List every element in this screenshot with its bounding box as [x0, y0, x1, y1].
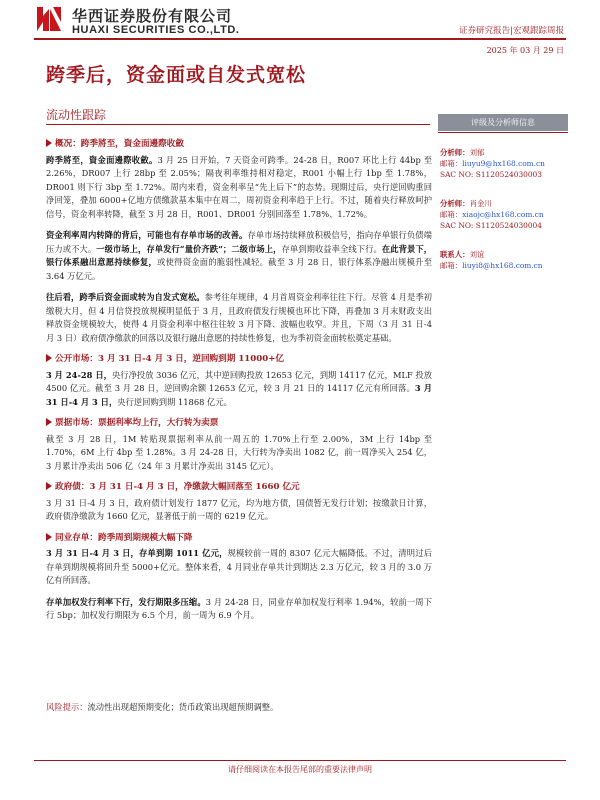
subtitle-divider	[46, 124, 430, 125]
analyst-card: 分析师：刘郁 邮箱：liuyu9@hx168.com.cn SAC NO: S1120524030003	[440, 148, 545, 179]
triangle-bullet-icon	[46, 482, 52, 490]
triangle-bullet-icon	[46, 139, 52, 147]
company-logo	[34, 4, 264, 40]
report-title: 跨季后，资金面或自发式宽松	[46, 64, 307, 86]
huaxi-logo-icon	[34, 4, 64, 34]
triangle-bullet-icon	[46, 354, 52, 362]
contact-email-link[interactable]: liuyi8@hx168.com.cn	[462, 261, 543, 270]
open-market-paragraph: 3 月 24-28 日，央行净投放 3036 亿元，其中逆回购投放 12653 亿元，到期 14117 亿元，MLF 投放 4500 亿元。截至 3 月 28 日，逆回购余额 12653 亿元，较 3 月 21 日的 14117 亿元有所回落。3 月 31 日-4 月 3 日，央行逆回购到期 11868 亿元。	[46, 369, 432, 407]
gov-bond-paragraph: 3 月 31 日-4 月 3 日，政府债计划发行 1877 亿元，均为地方债，国债暂无发行计划；按缴款日计算，政府债净缴款为 1660 亿元，显著低于前一周的 6219 亿元。	[46, 497, 432, 521]
triangle-bullet-icon	[46, 418, 52, 426]
footer-divider	[34, 760, 566, 761]
sidebar-header: 评级及分析师信息	[438, 114, 568, 131]
bill-paragraph: 截至 3 月 28 日，1M 转贴现票据利率从前一周五的 1.70%上行至 2.00%，3M 上行 14bp 至 1.70%，6M 上行 4bp 至 1.28%。3 月 24-28 日，大行转为净卖出 1082 亿，前一周净买入 254 亿，3 月累计净卖出 506 亿（24 年 3 月累计净卖出 3145 亿元）。	[46, 433, 432, 471]
report-type: 证券研究报告|宏观跟踪周报	[459, 26, 564, 36]
ncd-paragraph-1: 3 月 31 日-4 月 3 日，存单到期 1011 亿元，规模较前一周的 8307 亿元大幅降低。不过，清明过后存单到期规模将回升至 5000+亿元。整体来看，4 月同业存单共计到期达 2.3 万亿元，较 3 月的 3.0 万亿有所回落。	[46, 548, 432, 585]
ncd-paragraph-2: 存单加权发行利率下行，发行期限多压缩。3 月 24-28 日，同业存单加权发行利率 1.94%，较前一周下行 5bp；加权发行期限为 6.5 个月，前一周为 6.9 个月。	[46, 596, 432, 620]
overview-paragraph-2: 资金利率周内转降的背后，可能也有存单市场的改善。存单市场持续释放积极信号，指向存单银行负债端压力或不大。一级市场上，存单发行“量价齐跌”；二级市场上，存单到期收益率全线下行。在此背景下，银行体系融出意愿持续修复，或使得资金面的脆弱性减轻。截至 3 月 28 日，银行体系净融出规模升至 3.64 万亿元。	[46, 230, 432, 281]
section-head-overview: 概况：跨季將至，資金面邊際收斂	[46, 138, 432, 152]
analyst-card: 分析师：肖金川 邮箱：xiaojc@hx168.com.cn SAC NO: S1120524030004	[440, 199, 544, 230]
report-subtitle: 流动性跟踪	[46, 108, 107, 122]
company-name-cn: 华西证券股份有限公司	[72, 7, 233, 25]
contact-card: 联系人：刘谊 邮箱：liuyi8@hx168.com.cn	[440, 250, 543, 270]
triangle-bullet-icon	[46, 533, 52, 541]
main-content	[46, 138, 432, 631]
risk-warning: 风险提示：流动性出现超预期变化；货币政策出现超预期调整。	[46, 702, 279, 712]
section-head-gov-bond: 政府债：3 月 31 日-4 月 3 日，净缴款大幅回落至 1660 亿元	[46, 481, 432, 495]
section-head-bill: 票据市场：票据利率均上行，大行转为卖票	[46, 417, 432, 431]
section-head-ncd: 同业存单：跨季周到期规模大幅下降	[46, 532, 432, 546]
analyst-email-link[interactable]: xiaojc@hx168.com.cn	[462, 210, 544, 219]
analyst-email-link[interactable]: liuyu9@hx168.com.cn	[462, 159, 545, 168]
overview-paragraph-1: 跨季將至，資金面邊際收斂。3 月 25 日开始，7 天资金可跨季。24-28 日，R007 环比上行 44bp 至 2.26%，DR007 上行 28bp 至 2.05%；隔夜利率维持相对稳定，R001 小幅上行 1bp 至 1.78%，DR001 则下行 3bp 至 1.72%。周内来看，资金利率呈“先上后下”的态势。现期过后，央行逆回购重回净回笼，叠加 6000+亿地方债缴款基本集中在周二，周初资金利率趋于上行。不过，随着央行释放呵护信号，资金利率转降，截至 3 月 28 日，R001、DR001 分别回落至 1.78%、1.72%。	[46, 154, 432, 219]
sidebar-divider	[438, 132, 568, 133]
section-head-open-market: 公开市场：3 月 31 日-4 月 3 日，逆回购到期 11000+亿	[46, 353, 432, 367]
overview-paragraph-3: 往后看，跨季后资金面或转为自发式宽松。参考往年规律，4 月首周资金利率往往下行。尽管 4 月是季初缴税大月，但 4 月信贷投放规模明显低于 3 月，且政府债发行规模也环比下降，再叠加 3 月末财政支出释放资金规模较大，使得 4 月资金利率中枢往往较 3 月下降、波幅也收窄。并且，下周（3 月 31 日-4 月 3 日）政府债净缴款的回落以及银行融出意愿的持续性修复，也为季初资金面转松奠定基础。	[46, 292, 432, 343]
analyst-sidebar	[438, 114, 568, 271]
company-name-en: HUAXI SECURITIES CO.,LTD.	[72, 24, 240, 36]
report-date: 2025 年 03 月 29 日	[486, 46, 564, 55]
legal-footer: 请仔细阅读在本报告尾部的重要法律声明	[228, 765, 372, 774]
header-divider	[34, 38, 566, 40]
